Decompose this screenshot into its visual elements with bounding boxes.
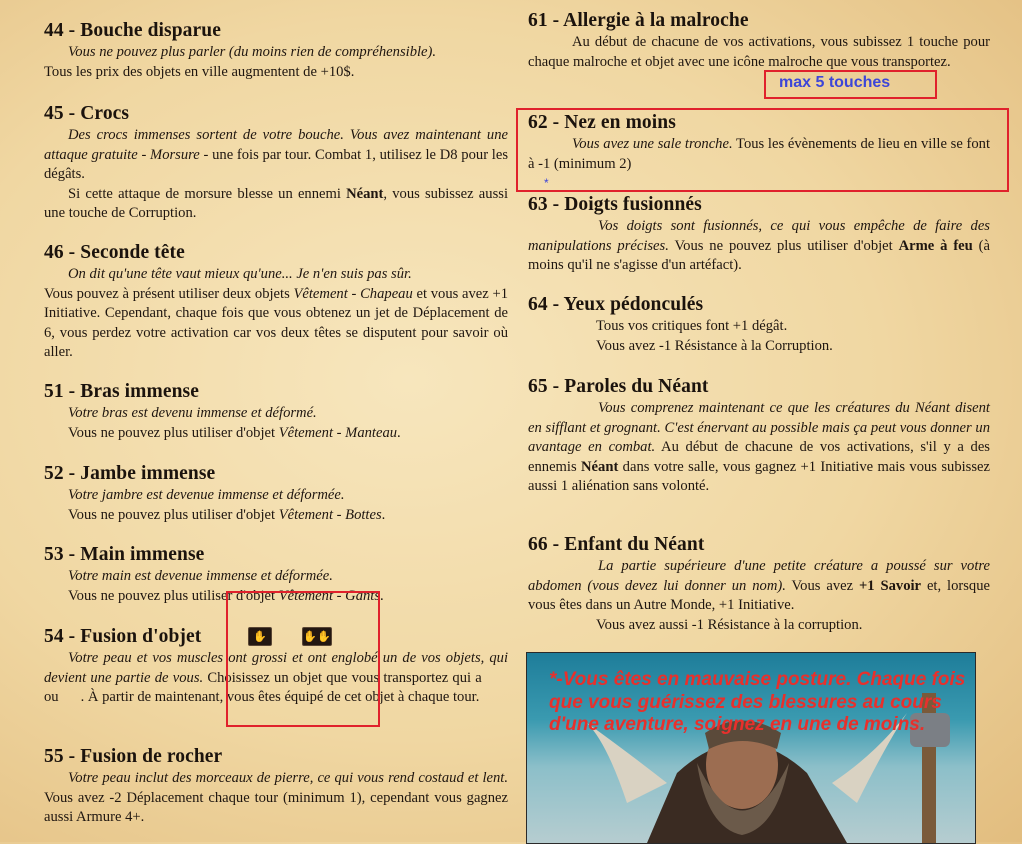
entry-title: 45 - Crocs	[44, 103, 130, 124]
entry-64	[528, 294, 990, 356]
entry-title: 51 - Bras immense	[44, 381, 199, 402]
entry-text: Tous les prix des objets en ville augmentent de +10$.	[44, 63, 355, 80]
entry-text: Votre main est devenue immense et déformée.	[68, 568, 333, 584]
entry-text: Vos doigts sont fusionnés, ce qui vous empêche de faire des manipulations précises. Vous ne pouvez plus utiliser d'objet Arme à feu (à moins qu'il ne s'agisse d'un artéfact).	[528, 218, 991, 273]
hand-icon: ✋	[248, 627, 272, 646]
entry-text: Vous comprenez maintenant ce que les créatures du Néant disent en sifflant et grognant. C'est énervant au possible mais ça peut vous donner un avantage en combat. Au début de chacune de vos activations, s'il y a des ennemis Néant dans votre salle, vous gagnez +1 Initiative mais vous subissez aussi 1 aliénation sans volonté.	[528, 400, 990, 494]
entry-text: Vous avez aussi -1 Résistance à la corruption.	[596, 616, 863, 633]
entry-text: Vous avez une sale tronche. Tous les évènements de lieu en ville se font à -1 (minimum 2)	[528, 136, 991, 172]
entry-title: 65 - Paroles du Néant	[528, 376, 709, 397]
entry-text: Vous ne pouvez plus utiliser d'objet Vêtement - Manteau.	[68, 424, 401, 441]
entry-63	[528, 194, 990, 276]
entry-text: Votre peau inclut des morceaux de pierre, ce qui vous rend costaud et lent. Vous avez -2 Déplacement chaque tour (minimum 1), cependant vous gagnez aussi Armure 4+.	[44, 770, 508, 825]
entry-text: Des crocs immenses sortent de votre bouche. Vous avez maintenant une attaque gratuite - Morsure - une fois par tour. Combat 1, utilisez le D8 pour les dégâts.	[44, 127, 508, 182]
entry-title: 55 - Fusion de rocher	[44, 746, 223, 767]
entry-text: Votre jambre est devenue immense et déformée.	[68, 487, 345, 503]
entry-title: 44 - Bouche disparue	[44, 20, 221, 41]
entry-text: On dit qu'une tête vaut mieux qu'une... Je n'en suis pas sûr.	[68, 266, 412, 282]
entry-title: 66 - Enfant du Néant	[528, 534, 705, 555]
entry-66	[528, 534, 990, 635]
entry-44	[44, 20, 508, 82]
entry-45	[44, 103, 508, 224]
entry-text: Vous ne pouvez plus utiliser d'objet Vêtement - Bottes.	[68, 506, 386, 523]
entry-text: Si cette attaque de morsure blesse un ennemi Néant, vous subissez aussi une touche de Corruption.	[44, 185, 508, 221]
entry-title: 62 - Nez en moins	[528, 112, 676, 133]
entry-title: 64 - Yeux pédonculés	[528, 294, 704, 315]
entry-title: 61 - Allergie à la malroche	[528, 10, 749, 31]
annotation-box-62	[516, 108, 1009, 192]
entry-text: Votre bras est devenu immense et déformé.	[68, 405, 317, 421]
entry-title: 53 - Main immense	[44, 544, 205, 565]
entry-52	[44, 463, 508, 525]
entry-text: Votre peau et vos muscles ont grossi et ont englobé un de vos objets, qui devient une partie de vous. Choisissez un objet que vous transportez qui a ou . À partir de maintenant, vous êtes équipé de cet objet à chaque tour.	[44, 650, 508, 705]
two-hands-icon: ✋✋	[302, 627, 332, 646]
entry-title: 46 - Seconde tête	[44, 242, 185, 263]
warrior-illustration	[526, 652, 976, 844]
annotation-max-touches: max 5 touches	[779, 74, 891, 91]
entry-65	[528, 376, 990, 497]
annotation-box-54	[226, 591, 380, 727]
annotation-star: *	[544, 176, 549, 190]
entry-61	[528, 10, 990, 72]
entry-text: Vous avez -1 Résistance à la Corruption.	[596, 337, 833, 354]
entry-title: 63 - Doigts fusionnés	[528, 194, 702, 215]
entry-46	[44, 242, 508, 363]
entry-text: Vous ne pouvez plus utiliser d'objet Vêtement - Gants.	[68, 587, 384, 604]
entry-title: 54 - Fusion d'objet	[44, 626, 202, 647]
entry-text: Tous vos critiques font +1 dégât.	[596, 318, 788, 334]
entry-text: Vous ne pouvez plus parler (du moins rien de compréhensible).	[68, 44, 437, 60]
entry-51	[44, 381, 508, 443]
posture-annotation: *-Vous êtes en mauvaise posture. Chaque fois que vous guérissez des blessures au cours d'une aventure, soignez en une de moins.	[549, 669, 966, 735]
entry-title: 52 - Jambe immense	[44, 463, 216, 484]
entry-text: Vous pouvez à présent utiliser deux objets Vêtement - Chapeau et vous avez +1 Initiative. Cependant, chaque fois que vous obtenez un jet de Déplacement de 6, vous perdez votre activation car vos deux têtes se disputent pour savoir où aller.	[44, 285, 509, 360]
entry-text: La partie supérieure d'une petite créature a poussé sur votre abdomen (vous devez lui donner un nom). Vous avez +1 Savoir et, lorsque vous êtes dans un Autre Monde, +1 Initiative.	[528, 558, 990, 613]
entry-text: Au début de chacune de vos activations, vous subissez 1 touche pour chaque malroche et objet avec une icône malroche que vous transportez.	[528, 34, 990, 70]
entry-55	[44, 746, 508, 828]
